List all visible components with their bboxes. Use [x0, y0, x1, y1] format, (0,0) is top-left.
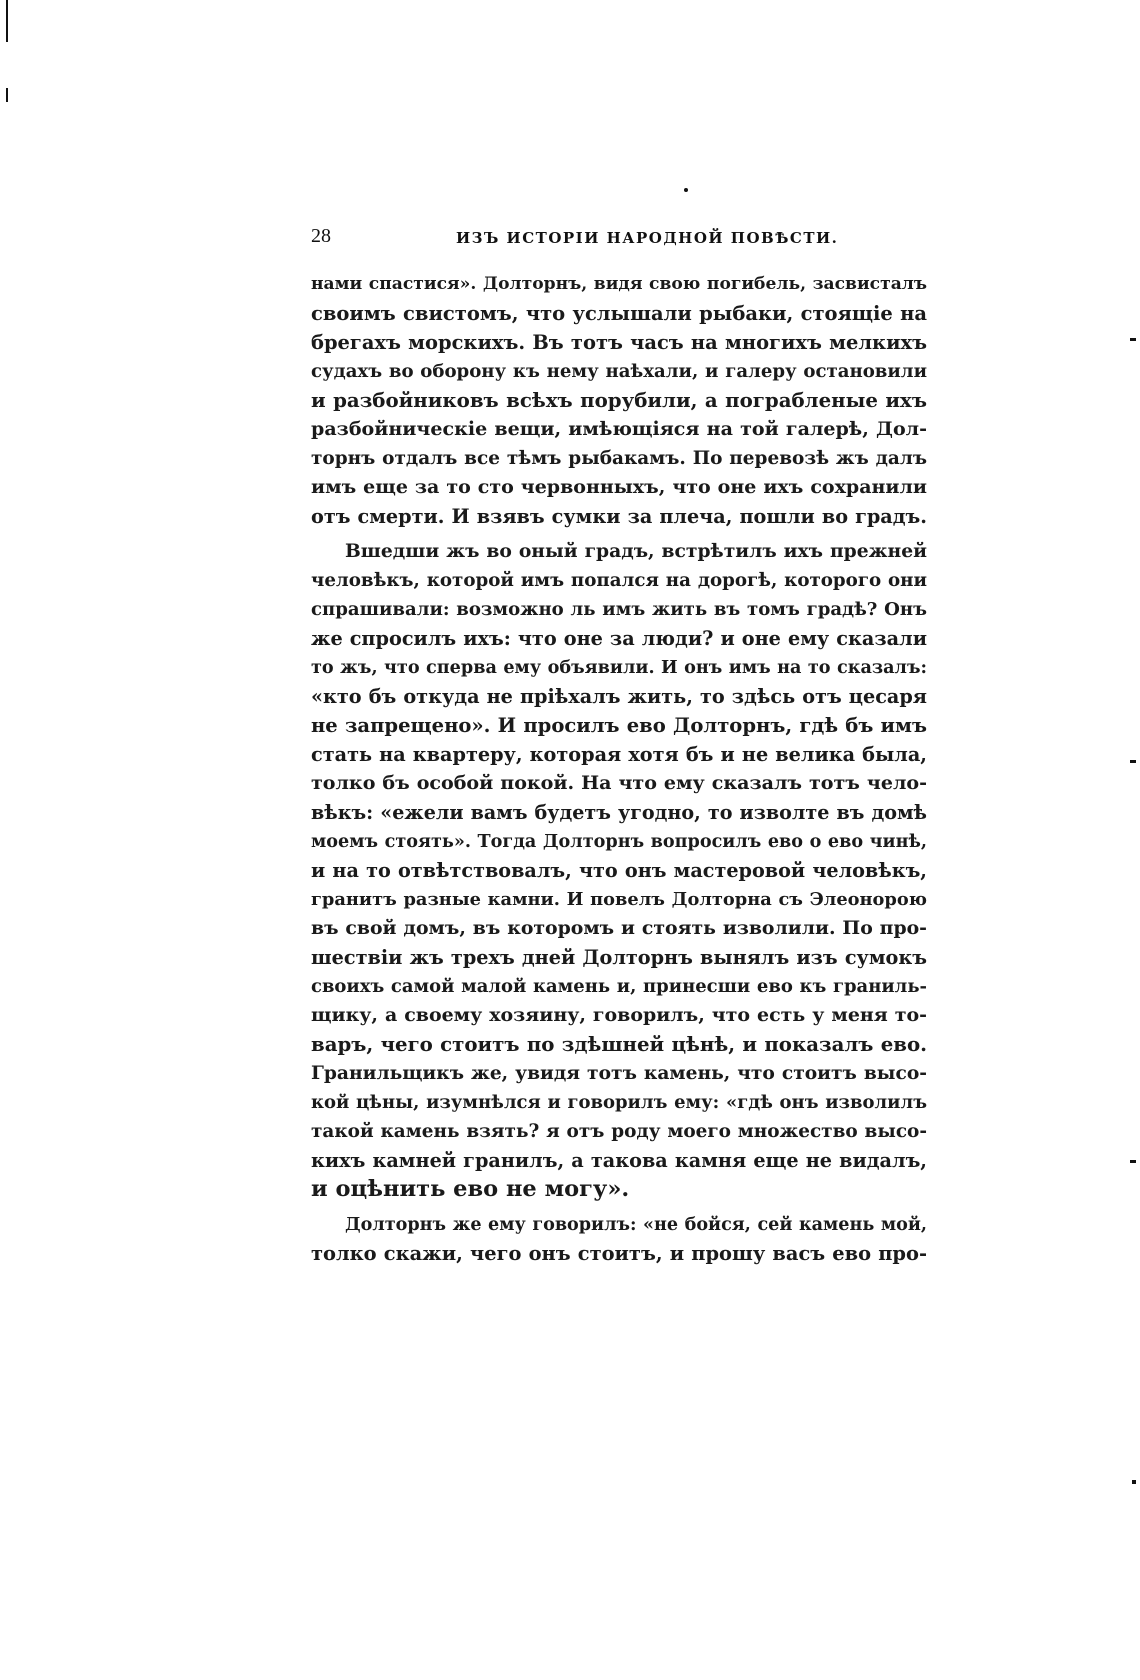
text-line: и разбойниковъ всѣхъ порубили, а пограбленые ихъ [311, 388, 927, 412]
text-line: не запрещено». И просилъ ево Долторнъ, гдѣ бъ имъ [311, 714, 927, 737]
text-line: въ свой домъ, въ которомъ и стоять изволили. По про- [311, 917, 927, 939]
text-line: имъ еще за то сто червонныхъ, что оне ихъ сохранили [311, 476, 927, 498]
text-line: разбойническіе вещи, имѣющіяся на той галерѣ, Дол- [311, 418, 927, 440]
paragraph [311, 270, 927, 531]
text-line: кой цѣны, изумнѣлся и говорилъ ему: «гдѣ онъ изволилъ [311, 1092, 927, 1113]
paragraph [311, 1210, 927, 1268]
text-line: толко бъ особой покой. На что ему сказалъ тотъ чело- [311, 772, 927, 794]
text-line: кихъ камней гранилъ, а такова камня еще не видалъ, [311, 1149, 927, 1172]
text-line: торнъ отдалъ все тѣмъ рыбакамъ. По перевозѣ жъ далъ [311, 448, 927, 469]
scan-edge-mark [6, 0, 8, 42]
text-line: Вшедши жъ во оный градъ, встрѣтилъ ихъ прежней [345, 540, 927, 562]
text-line: судахъ во оборону къ нему наѣхали, и галеру остановили [311, 361, 927, 382]
text-line: своихъ самой малой камень и, принесши ево къ граниль- [311, 976, 927, 997]
text-line: варъ, чего стоитъ по здѣшней цѣнѣ, и показалъ ево. [311, 1032, 927, 1056]
text-line: Гранильщикъ же, увидя тотъ камень, что стоитъ высо- [311, 1062, 927, 1084]
text-line: «кто бъ откуда не пріѣхалъ жить, то здѣсь отъ цесаря [311, 685, 927, 708]
text-line: же спросилъ ихъ: что оне за люди? и оне ему сказали [311, 627, 927, 650]
text-line: моемъ стоять». Тогда Долторнъ вопросилъ ево о ево чинѣ, [311, 831, 927, 852]
text-line: Долторнъ же ему говорилъ: «не бойся, сей камень мой, [345, 1214, 927, 1235]
scan-dust-speck [1132, 1480, 1136, 1484]
text-line: стать на квартеру, которая хотя бъ и не велика была, [311, 743, 927, 766]
page-header [311, 225, 927, 255]
text-line: вѣкъ: «ежели вамъ будетъ угодно, то изволте въ домѣ [311, 801, 927, 824]
scan-dust-speck [1130, 338, 1136, 341]
scan-dust-speck [1130, 760, 1136, 763]
text-line: человѣкъ, которой имъ попался на дорогѣ, которого они [311, 570, 927, 591]
text-line: брегахъ морскихъ. Въ тотъ часъ на многихъ мелкихъ [311, 331, 927, 354]
text-line: отъ смерти. И взявъ сумки за плеча, пошли во градъ. [311, 505, 927, 528]
scan-edge-mark [6, 88, 8, 102]
body-text [311, 270, 927, 1268]
scan-dust-speck [1130, 1160, 1136, 1163]
text-line: гранитъ разные камни. И повелъ Долторна съ Элеонорою [311, 889, 927, 910]
text-line: толко скажи, чего онъ стоитъ, и прошу васъ ево про- [311, 1242, 927, 1265]
running-title: ИЗЪ ИСТОРІИ НАРОДНОЙ ПОВѢСТИ. [456, 229, 839, 247]
scan-dust-speck [684, 188, 688, 192]
text-line: и на то отвѣтствовалъ, что онъ мастеровой человѣкъ, [311, 859, 927, 882]
text-line: и оцѣнить ево не могу». [311, 1176, 630, 1202]
paragraph [311, 537, 927, 1204]
text-line: спрашивали: возможно ль имъ жить въ томъ градѣ? Онъ [311, 599, 927, 620]
text-line: щику, а своему хозяину, говорилъ, что есть у меня то- [311, 1004, 927, 1026]
text-line: такой камень взять? я отъ роду моего множество высо- [311, 1121, 927, 1142]
text-line: то жъ, что сперва ему объявили. И онъ имъ на то сказалъ: [311, 657, 927, 678]
text-line: нами спастися». Долторнъ, видя свою погибель, засвисталъ [311, 274, 927, 294]
text-line: шествіи жъ трехъ дней Долторнъ вынялъ изъ сумокъ [311, 946, 927, 969]
page-number: 28 [311, 225, 331, 247]
text-line: своимъ свистомъ, что услышали рыбаки, стоящіе на [311, 302, 927, 325]
